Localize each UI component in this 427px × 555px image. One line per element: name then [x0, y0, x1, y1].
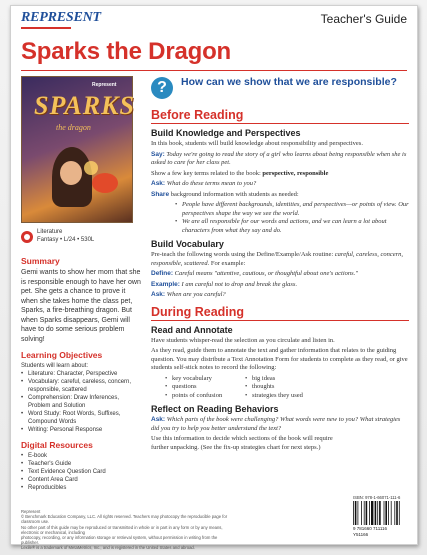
list-item: • big ideas	[245, 375, 325, 384]
represent-logo: REPRESENT	[21, 10, 101, 25]
footer-permission: photocopy, recording, or any information storage or retrieval system, without permission in writing from the publisher.	[21, 535, 218, 546]
footer-brand: Represent	[21, 509, 41, 514]
page-title: Sparks the Dragon	[21, 38, 231, 65]
during-reading-divider	[151, 320, 409, 321]
logo-underline	[21, 27, 71, 29]
vocabulary-intro	[151, 251, 409, 268]
annotation-col-1	[165, 375, 245, 401]
reflect-heading: Reflect on Reading Behaviors	[151, 404, 279, 414]
vocab-ask-label: Ask:	[151, 291, 166, 298]
list-item: • thoughts	[245, 383, 325, 392]
annotate-p1: Have students whisper-read the selection as you circulate and listen in.	[151, 336, 335, 344]
footer-lexile: Lexile® is a trademark of MetaMetrics, Inc., and is registered in the United States and abroad.	[21, 545, 195, 551]
list-item: • Content Area Card	[21, 476, 141, 484]
say-label: Say:	[151, 150, 165, 158]
guiding-question-text: How can we show that we are responsible?	[181, 76, 397, 88]
right-column	[151, 76, 409, 454]
objectives-list	[21, 370, 141, 434]
annotation-col-2	[245, 375, 325, 401]
guide-page	[10, 5, 418, 551]
reflect-text: Use this information to decide which sections of the book will require further unpacking. (See the fix-up strategies chart for next steps.)	[151, 435, 333, 451]
vocabulary-words: careful, careless, concern, responsible, scattered.	[151, 251, 404, 267]
share-label: Share	[151, 190, 170, 198]
say-text: Today we're going to read the story of a girl who learns about being responsible when she is asked to care for her class pet.	[151, 150, 407, 166]
define-label: Define:	[151, 270, 174, 277]
list-item: • Text Evidence Question Card	[21, 468, 141, 476]
objectives-intro: Students will learn about:	[21, 363, 89, 369]
guiding-question	[151, 76, 409, 108]
question-mark-icon: ?	[151, 77, 173, 99]
share-text: background information with students as needed:	[170, 190, 299, 198]
ask-label: Ask:	[151, 180, 166, 187]
ask-text: What do these terms mean to you?	[166, 180, 257, 187]
barcode-bar	[399, 501, 400, 525]
list-item: • Teacher's Guide	[21, 460, 141, 468]
left-column	[21, 76, 141, 492]
vocabulary-intro-text: Pre-teach the following words using the Define/Example/Ask routine:	[151, 251, 334, 258]
list-item: • questions	[165, 383, 245, 392]
list-item: • E-book	[21, 452, 141, 460]
summary-text: Gemi wants to show her mom that she is responsible enough to have her own pet. She gets a chance to prove it when she takes home the class pet, Sparks, a fire-breathing dragon. But when Sparks disappears, Gemi will have to do some serious problem solving!	[21, 269, 141, 343]
annotate-p2: As they read, guide them to annotate the text and gather information that relates to the guiding question. You may distribute a Text Annotation Form for students to complete as they read, or give students self-stick notes to record the following:	[151, 347, 408, 371]
cover-glow	[84, 161, 98, 175]
list-item: • points of confusion	[165, 392, 245, 401]
barcode-bar	[385, 501, 387, 525]
barcode-number: 9 781660 711116	[353, 526, 388, 531]
annotate-heading: Read and Annotate	[151, 324, 233, 335]
vocabulary-heading: Build Vocabulary	[151, 239, 224, 249]
annotation-items	[151, 375, 409, 401]
copyright-footer	[21, 509, 231, 551]
reflect-ask-text: Which parts of the book were challenging? What words were new to you? What strategies did you try to help you better understand the text?	[151, 416, 401, 432]
during-reading-heading: During Reading	[151, 304, 245, 319]
barcode-bar	[379, 501, 381, 525]
knowledge-intro: In this book, students will build knowledge about responsibility and perspectives.	[151, 140, 363, 147]
barcode-bar	[391, 501, 392, 525]
book-meta	[21, 228, 141, 250]
barcode-bar	[366, 501, 368, 525]
list-item: • Comprehension: Draw Inferences, Problem and Solution	[21, 394, 141, 410]
cover-dragon	[92, 173, 118, 193]
knowledge-heading: Build Knowledge and Perspectives	[151, 128, 301, 138]
cover-title: SPARKS	[34, 91, 135, 120]
book-cover-image	[21, 76, 133, 223]
meta-level: Fantasy • L/24 • 530L	[37, 237, 95, 243]
reflect-ask-label: Ask:	[151, 416, 166, 423]
list-item: • Reproducibles	[21, 484, 141, 492]
list-item: • Vocabulary: careful, careless, concern, responsible, scattered	[21, 378, 141, 394]
barcode-bar	[355, 501, 357, 525]
isbn-text: ISBN: 978-1-66071-111-6	[353, 495, 401, 500]
before-reading-divider	[151, 123, 409, 124]
summary-heading: Summary	[21, 256, 60, 266]
example-label: Example:	[151, 280, 180, 288]
example-line	[151, 281, 409, 290]
reflect-ask-line	[151, 416, 409, 433]
barcode-bar	[394, 501, 395, 525]
list-item: • Literature: Character, Perspective	[21, 370, 141, 378]
define-text: Careful means "attentive, cautious, or thoughtful about one's actions."	[174, 270, 359, 277]
cover-girl-face	[60, 161, 82, 185]
cover-brand: Represent	[92, 82, 117, 88]
barcode-bar	[358, 501, 359, 525]
show-terms: perspective, responsible	[262, 169, 329, 177]
list-item: • strategies they used	[245, 392, 325, 401]
top-bar	[11, 6, 417, 34]
guide-label: Teacher's Guide	[320, 12, 407, 26]
list-item: • Word Study: Root Words, Suffixes, Compound Words	[21, 410, 141, 426]
vocabulary-words-tail: For example:	[210, 259, 246, 267]
resources-heading: Digital Resources	[21, 440, 93, 450]
barcode-bar	[364, 501, 365, 525]
say-line	[151, 151, 409, 168]
barcode-image	[353, 501, 411, 525]
list-item: • key vocabulary	[165, 375, 245, 384]
example-text: I am careful not to drop and break the glass.	[181, 280, 298, 288]
barcode-bar	[353, 501, 354, 525]
title-divider	[21, 70, 407, 71]
barcode-bar	[361, 501, 362, 525]
list-item: • People have different backgrounds, identities, and perspectives—or points of view. Our perspectives shape the way we see the world.	[175, 201, 409, 218]
barcode-bar	[384, 501, 385, 525]
define-line	[151, 270, 409, 279]
cover-subtitle: the dragon	[56, 123, 91, 132]
show-prefix: Show a few key terms related to the book:	[151, 169, 261, 177]
literature-icon	[21, 231, 33, 243]
barcode-bar	[375, 501, 377, 525]
barcode-bar	[369, 501, 370, 525]
barcode-bar	[396, 501, 398, 525]
isbn-barcode	[353, 495, 411, 537]
barcode-code: Y51166	[353, 532, 369, 537]
list-item: • Writing: Personal Response	[21, 426, 141, 434]
vocab-ask-line	[151, 291, 409, 300]
barcode-bar	[388, 501, 389, 525]
show-line	[151, 170, 409, 179]
footer-rights: No other part of this guide may be reproduced or transmitted in whole or in part in any form or by any means, electronic or mechanical, including	[21, 524, 223, 535]
share-line	[151, 191, 409, 200]
objectives-heading: Learning Objectives	[21, 350, 103, 360]
footer-copyright: © Benchmark Education Company, LLC. All rights reserved. Teachers may photocopy the reproducible page for classroom use.	[21, 514, 228, 525]
barcode-bar	[371, 501, 373, 525]
vocab-ask-text: When are you careful?	[166, 291, 226, 298]
meta-genre: Literature	[37, 229, 63, 235]
list-item: • We are all responsible for our words and actions, and we can learn a lot about characters from what they say and do.	[175, 218, 409, 235]
before-reading-heading: Before Reading	[151, 108, 244, 122]
share-bullets	[151, 201, 409, 235]
ask-line	[151, 180, 409, 189]
barcode-bar	[377, 501, 378, 525]
resources-list	[21, 452, 141, 492]
